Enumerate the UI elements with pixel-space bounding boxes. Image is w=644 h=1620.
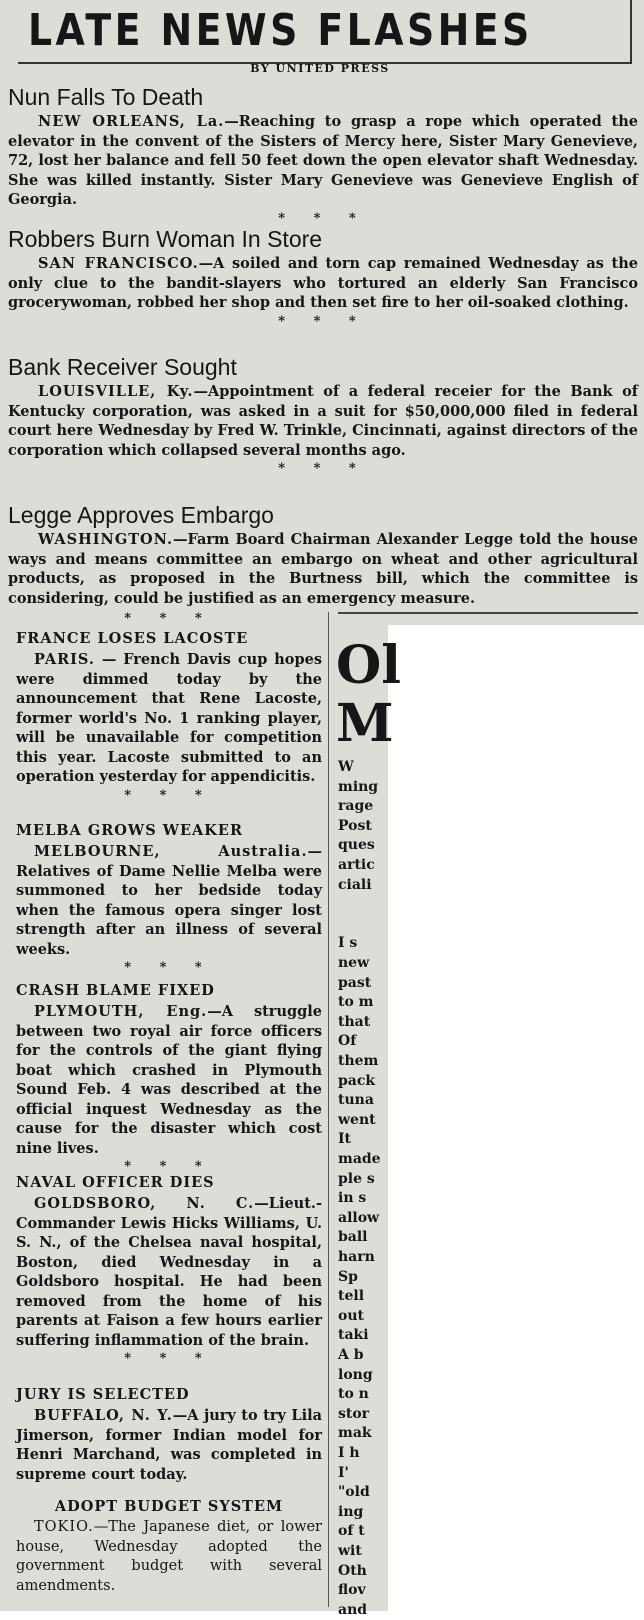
story-naval-officer: [16, 1172, 322, 1368]
right-column-top-rule: [338, 612, 638, 614]
right-column-line: rage: [338, 798, 374, 815]
right-column-line: W: [338, 759, 354, 775]
right-column-line: Post: [338, 817, 372, 834]
right-column-line: that: [338, 1013, 371, 1030]
right-column-line: past: [338, 974, 372, 991]
story-dateline: GOLDSBORO, N. C.: [34, 1195, 255, 1212]
story-text: —Relatives of Dame Nellie Melba were summoned to her bedside today when the famous opera singer lost strength after an illness of several weeks.: [16, 843, 322, 958]
story-body: [16, 650, 322, 787]
story-crash-blame: [16, 980, 322, 1176]
story-separator: * * *: [278, 313, 368, 329]
right-column-line: tell: [338, 1288, 365, 1305]
right-column-line: of t: [338, 1523, 365, 1540]
story-body: [8, 112, 638, 210]
right-column-headline-line-1: Ol: [336, 635, 402, 696]
story-nun-falls: [8, 82, 638, 228]
right-column-line: long: [338, 1366, 373, 1383]
story-text: —Reaching to grasp a rope which operated the elevator in the convent of the Sisters of Mercy here, Sister Mary Genevieve, 72, lost her balance and fell 50 feet down the open elevator shaft Wednesday. She was killed instantly. Sister Mary Genevieve was Genevieve English of Georgia.: [8, 113, 638, 208]
right-column-line: "old: [338, 1484, 370, 1501]
right-column-line: Sp: [338, 1268, 358, 1285]
right-column-line: pack: [338, 1072, 376, 1089]
right-column-line: ques: [338, 837, 375, 854]
right-column-line: them: [338, 1053, 379, 1069]
story-text: —A soiled and torn cap remained Wednesday as the only clue to the bandit-slayers who tortured an elderly San Francisco grocerywoman, robbed her shop and then set fire to her oil-soaked clothing.: [8, 255, 638, 311]
right-column-line: made: [338, 1151, 381, 1167]
story-headline: MELBA GROWS WEAKER: [16, 822, 244, 839]
story-separator: * * *: [124, 1159, 214, 1174]
right-column-line: to n: [338, 1386, 369, 1403]
story-bank-receiver: [8, 352, 638, 478]
right-column-line: Oth: [338, 1562, 367, 1579]
right-column-line: wit: [338, 1543, 362, 1559]
right-column-line: A b: [338, 1347, 364, 1363]
story-headline: Bank Receiver Sought: [8, 354, 237, 380]
right-column-line: new: [338, 955, 370, 971]
story-dateline: SAN FRANCISCO.: [38, 255, 199, 272]
right-column-line: tuna: [338, 1092, 374, 1109]
right-column-line: and: [338, 1601, 368, 1618]
right-column-line: mak: [338, 1425, 372, 1442]
right-column-line: out: [338, 1307, 364, 1324]
story-text: —A struggle between two royal air force officers for the controls of the giant flying boat which crashed in Plymouth Sound Feb. 4 was described at the official inquest Wednesday as the cause for the disaster which cost nine lives.: [16, 1003, 323, 1157]
story-dateline: PLYMOUTH, Eng.: [34, 1003, 208, 1020]
story-dateline: BUFFALO, N. Y.: [34, 1407, 173, 1424]
story-separator: * * *: [124, 787, 214, 803]
story-text: —The Japanese diet, or lower house, Wednesday adopted the government budget with several amendments.: [16, 1519, 322, 1594]
story-dateline: WASHINGTON.: [38, 531, 173, 548]
story-dateline: TOKIO.: [34, 1519, 94, 1535]
story-legge-embargo: [8, 500, 638, 608]
story-text: — French Davis cup hopes were dimmed today by the announcement that Rene Lacoste, former world's No. 1 ranking player, will be unavailable for competition this year. Lacoste submitted to an operation yesterday for appendicitis.: [16, 651, 322, 785]
right-column-line: ball: [338, 1229, 368, 1246]
story-headline: FRANCE LOSES LACOSTE: [16, 630, 249, 647]
right-column-line: ing: [338, 1503, 364, 1520]
right-column-line: stor: [338, 1405, 370, 1422]
right-column-line: in s: [338, 1190, 367, 1207]
story-headline: ADOPT BUDGET SYSTEM: [54, 1498, 284, 1515]
story-body: [16, 842, 322, 959]
story-dateline: NEW ORLEANS, La.: [38, 113, 225, 130]
right-column-line: I h: [338, 1445, 360, 1461]
column-rule: [328, 612, 329, 1607]
story-text: —A jury to try Lila Jimerson, former Indian model for Henri Marchand, was completed in supreme court today.: [16, 1407, 322, 1483]
story-body: [16, 1002, 322, 1158]
story-separator: * * *: [124, 611, 214, 626]
story-body: [16, 1194, 322, 1350]
right-column-line: allow: [338, 1209, 380, 1226]
story-dateline: MELBOURNE, Australia.: [34, 843, 308, 860]
story-separator: * * *: [278, 210, 368, 226]
story-adopt-budget: [16, 1496, 322, 1596]
story-dateline: LOUISVILLE, Ky.: [38, 383, 194, 400]
story-headline: CRASH BLAME FIXED: [16, 982, 215, 999]
right-column-line: I s: [338, 935, 358, 952]
story-separator: * * *: [124, 1351, 214, 1366]
right-column-line: I': [338, 1464, 349, 1481]
story-headline: Robbers Burn Woman In Store: [8, 226, 323, 252]
right-column-line: ple s: [338, 1170, 375, 1187]
story-dateline: PARIS.: [34, 651, 95, 668]
story-text: —Lieut.-Commander Lewis Hicks Williams, U. S. N., of the Chelsea naval hospital, Boston, died Wednesday in a Goldsboro hospital. He had been removed from the home of his parents at Faison a few hours earlier suffering inflammation of the brain.: [16, 1195, 322, 1349]
right-column-line: harn: [338, 1249, 375, 1265]
story-headline: Nun Falls To Death: [8, 84, 204, 110]
story-robbers-burn: [8, 224, 638, 331]
right-column-line: to m: [338, 994, 374, 1011]
right-column-line: ciali: [338, 876, 372, 893]
story-text: —Farm Board Chairman Alexander Legge told the house ways and means committee an embargo on wheat and other agricultural products, as proposed in the Burtness bill, which the committee is considering, could be justified as an emergency measure.: [8, 531, 638, 607]
story-france-lacoste: [16, 610, 322, 805]
story-body: [8, 254, 638, 313]
byline: BY UNITED PRESS: [250, 62, 390, 75]
right-column-line: Of: [338, 1033, 357, 1050]
right-column-line: ming: [338, 778, 379, 795]
right-column-headline-line-2: M: [336, 693, 394, 754]
story-headline: JURY IS SELECTED: [16, 1386, 190, 1403]
story-headline: Legge Approves Embargo: [8, 502, 274, 528]
story-melba-weaker: [16, 820, 322, 977]
story-separator: * * *: [278, 461, 368, 476]
right-column-line: flov: [338, 1582, 366, 1599]
story-headline: NAVAL OFFICER DIES: [16, 1174, 215, 1191]
story-body: [8, 382, 638, 460]
right-column-line: went: [338, 1111, 376, 1128]
story-text: —Appointment of a federal receier for the Bank of Kentucky corporation, was asked in a suit for $50,000,000 filed in federal court here Wednesday by Fred W. Trinkle, Cincinnati, against directors of the corporation which collapsed several months ago.: [8, 383, 638, 459]
masthead-title: LATE NEWS FLASHES: [28, 5, 533, 56]
story-body: [16, 1518, 322, 1596]
story-separator: * * *: [124, 960, 214, 975]
story-body: [16, 1406, 322, 1484]
right-column-line: taki: [338, 1327, 369, 1344]
story-jury-selected: [16, 1384, 322, 1484]
right-column-line: artic: [338, 857, 375, 873]
right-column-line: It: [338, 1131, 352, 1148]
story-body: [8, 530, 638, 608]
